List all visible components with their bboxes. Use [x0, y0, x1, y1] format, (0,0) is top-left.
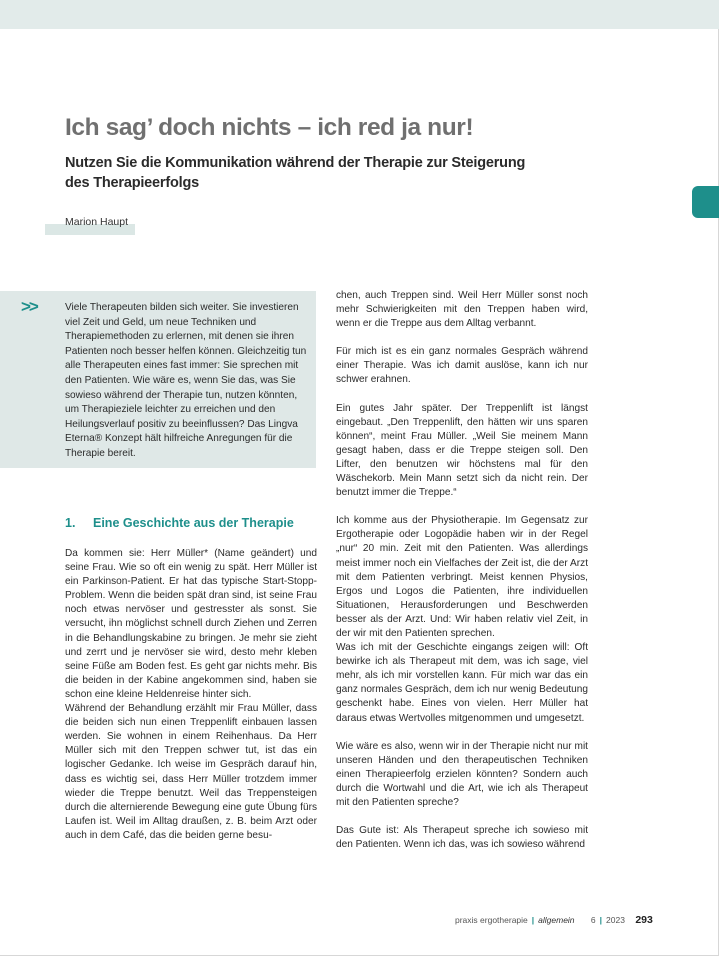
section-tab-marker — [692, 186, 719, 218]
right-column — [336, 289, 588, 852]
journal-name: praxis ergotherapie — [455, 915, 528, 925]
section-number: 1. — [65, 516, 76, 530]
article-subtitle: Nutzen Sie die Kommunikation während der Therapie zur Steigerung des Therapieerfolgs — [65, 155, 526, 191]
author-name: Marion Haupt — [65, 216, 129, 228]
issue-number: 6 — [590, 915, 596, 925]
paragraph: Ich komme aus der Physiotherapie. Im Gegensatz zur Ergotherapie oder Logopädie haben wir in der Regel „nur“ 20 min. Zeit mit den Patienten. Was allerdings meist immer noch ein Vielfaches der Zeit ist, die der Arzt mit dem Patienten verbringt. Meist kennen Physios, Ergos und Logos die Patienten, ihre individuellen Situationen, Herausforderungen und Beschwerden besser als der Arzt. Und: Wir haben relativ viel Zeit, in der wir mit den Patienten sprechen. — [336, 515, 588, 639]
intro-marker-icon: >> — [21, 297, 37, 316]
paragraph: Wie wäre es also, wenn wir in der Therapie nicht nur mit unseren Händen und den therapeutischen Techniken einen Therapieerfolg erzielen könnten? Sondern auch durch die Wortwahl und die Art, wie ich als Therapeut mit den Patienten spreche? — [336, 740, 588, 808]
paragraph: Für mich ist es ein ganz normales Gespräch während einer Therapie. Was ich damit auslöse, kann ich nur schwer erahnen. — [336, 346, 588, 386]
footer-separator: | — [599, 915, 603, 925]
section-heading — [65, 516, 315, 530]
page-footer — [455, 914, 670, 926]
paragraph: Während der Behandlung erzählt mir Frau Müller, dass die beiden sich nun einen Treppenlift einbauen lassen werden. Sie wohnen in einem Reihenhaus. Da Herr Müller sich mit den Treppen schwer tut, ist das ein logischer Gedanke. Ich weise im Gespräch darauf hin, dass es wichtig sei, dass Herr Müller trotzdem immer wieder die Treppe benutzt. Weil das Treppensteigen durch die alternierende Bewegung eine gute Übung fürs Laufen ist. Weil im Alltag draußen, z. B. beim Arzt oder auch in dem Café, das die beiden gerne besu- — [65, 703, 317, 841]
paragraph: chen, auch Treppen sind. Weil Herr Müller sonst noch mehr Schwierigkeiten mit den Treppen haben wird, wenn er die Treppe aus dem Alltag verbannt. — [336, 290, 588, 330]
paragraph: Da kommen sie: Herr Müller* (Name geändert) und seine Frau. Wie so oft ein wenig zu spät. Herr Müller ist ein Parkinson-Patient. Er hat das typische Start-Stopp-Problem. Wenn die beiden spät dran sind, ist seine Frau noch etwas nervöser und gestresster als sonst. Sie versucht, ihn möglichst schnell durch Ziehen und Zerren in die Behandlungskabine zu bringen. Je mehr sie zieht und zerrt und je nervöser sie wird, desto mehr kleben seine Füße am Boden fest. Es geht gar nichts mehr. Bis die beiden in der Kabine angekommen sind, haben sie schon eine kleine Heldenreise hinter sich. — [65, 548, 317, 700]
issue-year: 2023 — [606, 915, 625, 925]
top-band — [0, 0, 719, 29]
paragraph: Das Gute ist: Als Therapeut spreche ich sowieso mit den Patienten. Wenn ich das, was ich sowieso während — [336, 825, 588, 851]
paragraph: Was ich mit der Geschichte eingangs zeigen will: Oft bewirke ich als Therapeut mit dem, was ich sage, viel mehr, als ich mir vorstellen kann. Für mich war das ein ganz normales Gespräch, dem ich nur wenig Bedeutung geschenkt habe. Eines von vielen. Herr Müller hat daraus etwas Wertvolles mitgenommen und umgesetzt. — [336, 642, 588, 724]
footer-separator: | — [531, 915, 535, 925]
article-title: Ich sag’ doch nichts – ich red ja nur! — [65, 114, 474, 141]
rubric: allgemein — [538, 915, 575, 925]
paragraph: Ein gutes Jahr später. Der Treppenlift ist längst eingebaut. „Den Treppenlift, den hätten wir uns sparen können“, meint Frau Müller. „Weil Sie meinem Mann gesagt haben, dass er die Treppe steigen soll. Den Lifter, den benutzen wir höchstens mal für den Wäschekorb. Mein Mann setzt sich da nicht rein. Der benutzt immer die Treppe.“ — [336, 402, 588, 499]
left-column — [65, 547, 317, 843]
intro-text: Viele Therapeuten bilden sich weiter. Sie investieren viel Zeit und Geld, um neue Techniken und Therapiemethoden zu erlernen, mit denen sie ihren Patienten noch besser helfen können. Gleichzeitig tun alle Therapeuten eines fast immer: Sie sprechen mit den Patienten. Wie wäre es, wenn Sie das, was Sie sowieso während der Therapie tun, nutzen könnten, um Therapieziele leichter zu erreichen und den Heilungsverlauf positiv zu beeinflussen? Das Lingva Eterna® Konzept hält hilfreiche Anregungen für die Therapie bereit. — [65, 302, 307, 459]
page-number: 293 — [635, 914, 653, 926]
section-title: Eine Geschichte aus der Therapie — [93, 516, 294, 530]
